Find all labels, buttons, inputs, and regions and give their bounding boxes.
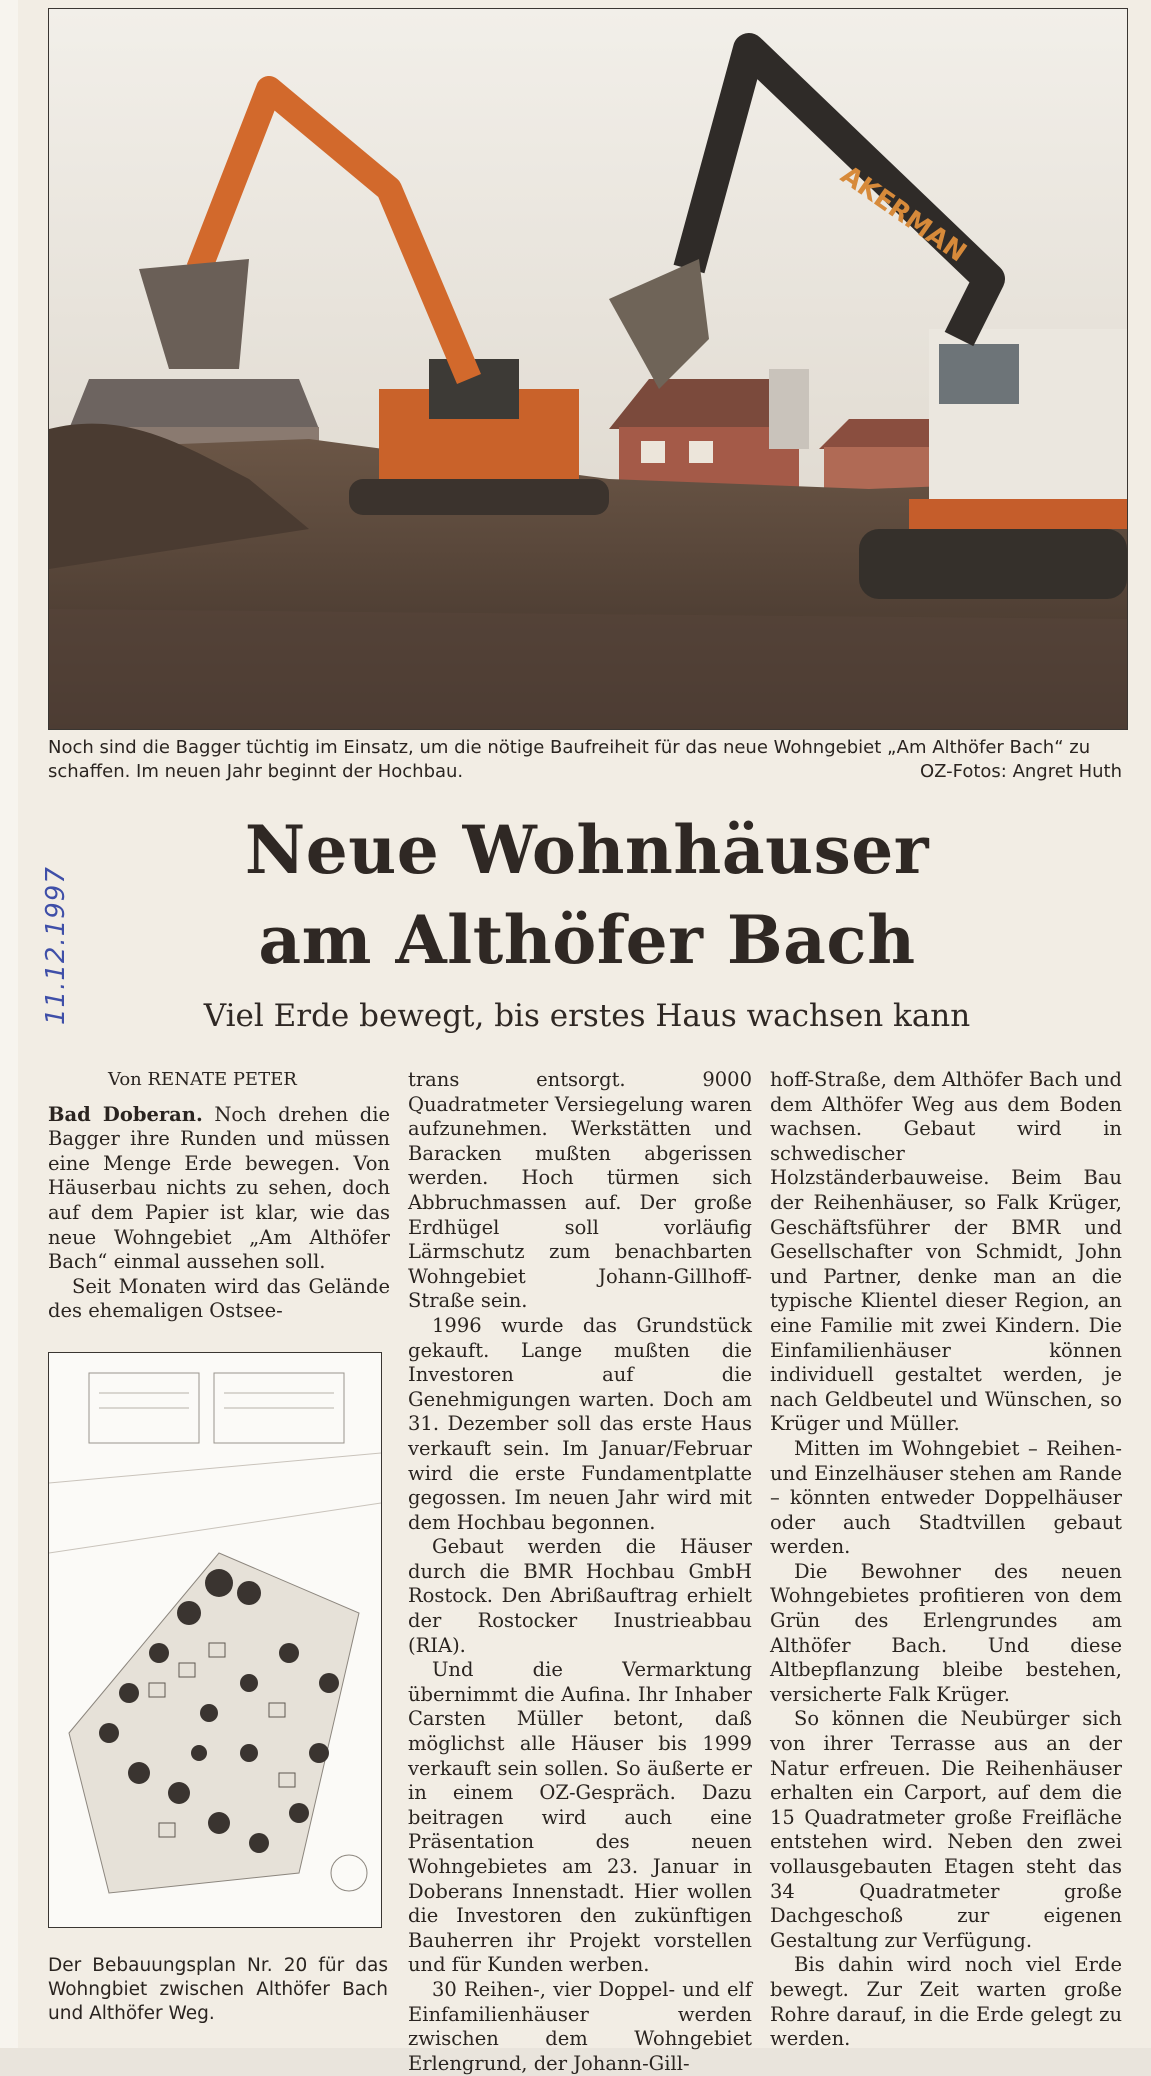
machine-label: AKERMAN	[834, 160, 972, 269]
article-column-2	[408, 1068, 752, 2076]
excavator-illustration	[49, 9, 1127, 729]
plan-caption: Der Bebauungsplan Nr. 20 für das Wohngbiet zwischen Althöfer Bach und Althöfer Weg.	[48, 1955, 388, 2024]
handwritten-date-text: 11.12.1997	[41, 866, 71, 1025]
headline	[48, 805, 1126, 985]
paragraph: So können die Neubürger sich von ihrer Terrasse aus an der Natur erfreuen. Die Reihenhäuser erhalten ein Carport, auf dem die 15 Quadratmeter große Freifläche entstehen wird. Neben den zwei vollausgebauten Etagen steht das 34 Quadratmeter große Dachgeschoß zur eigenen Gestaltung zur Verfügung.	[770, 1707, 1122, 1952]
page-edge	[0, 0, 19, 2048]
photo-credit: OZ-Fotos: Angret Huth	[919, 761, 1122, 782]
paragraph: Mitten im Wohngebiet – Reihen- und Einzelhäuser stehen am Rande – könnten entweder Doppelhäuser oder auch Stadtvillen gebaut werden.	[770, 1436, 1122, 1559]
site-plan-illustration	[49, 1353, 381, 1927]
paragraph: trans entsorgt. 9000 Quadratmeter Versiegelung waren aufzunehmen. Werkstätten und Baracken mußten abgerissen werden. Hoch türmen sich Abbruchmassen auf. Der große Erdhügel soll vorläufig Lärmschutz zum benachbarten Wohngebiet Johann-Gillhoff-Straße sein.	[408, 1068, 752, 1313]
paragraph: Gebaut werden die Häuser durch die BMR Hochbau GmbH Rostock. Den Abrißauftrag erhielt der Rostocker Inustrieabbau (RIA).	[408, 1535, 752, 1657]
byline: Von RENATE PETER	[108, 1069, 297, 1090]
headline-line-2: am Althöfer Bach	[258, 901, 916, 979]
paragraph: Und die Vermarktung übernimmt die Aufina. Ihr Inhaber Carsten Müller betont, daß möglichst alle Häuser bis 1999 verkauft sein sollen. So äußerte er in einem OZ-Gespräch. Dazu beitragen wird auch eine Präsentation des neuen Wohngebietes am 23. Januar in Doberans Innenstadt. Hier wollen die Investoren den zukünftigen Bauherren ihr Projekt vorstellen und für Kunden werben.	[408, 1658, 752, 1977]
paragraph: Seit Monaten wird das Gelände des ehemaligen Ostsee-	[48, 1274, 390, 1323]
dateline: Bad Doberan.	[48, 1102, 203, 1126]
paragraph: Bis dahin wird noch viel Erde bewegt. Zur Zeit warten große Rohre darauf, in die Erde gelegt zu werden.	[770, 1953, 1122, 2051]
paragraph: Die Bewohner des neuen Wohngebietes profitieren von dem Grün des Erlengrundes am Althöfer Bach. Und diese Altbepflanzung bleibe bestehen, versicherte Falk Krüger.	[770, 1559, 1122, 1706]
development-plan-image	[48, 1352, 382, 1928]
photo-caption	[48, 736, 1126, 784]
paragraph: hoff-Straße, dem Althöfer Bach und dem Althöfer Weg aus dem Boden wachsen. Gebaut wird in schwedischer Holzständerbauweise. Beim Bau der Reihenhäuser, so Falk Krüger, Geschäftsführer der BMR und Gesellschafter von Schmidt, John und Partner, denke man an die typische Klientel dieser Region, an eine Familie mit zwei Kindern. Die Einfamilienhäuser können individuell gestaltet werden, je nach Geldbeutel und Wünschen, so Krüger und Müller.	[770, 1068, 1122, 1436]
article-column-3	[770, 1068, 1122, 2052]
excavator-photo	[48, 8, 1128, 730]
lead-text: Noch drehen die Bagger ihre Runden und müssen eine Menge Erde bewegen. Von Häuserbau nichts zu sehen, doch auf dem Papier ist klar, wie das neue Wohngebiet „Am Althöfer Bach“ einmal aussehen soll.	[48, 1102, 391, 1274]
headline-line-1: Neue Wohnhäuser	[244, 811, 930, 889]
paragraph: 1996 wurde das Grundstück gekauft. Lange mußten die Investoren auf die Genehmigungen warten. Doch am 31. Dezember soll das erste Haus verkauft sein. Im Januar/Februar wird die erste Fundamentplatte gegossen. Im neuen Jahr wird mit dem Hochbau begonnen.	[408, 1313, 752, 1534]
lead-paragraph	[48, 1103, 390, 1275]
subheadline: Viel Erde bewegt, bis erstes Haus wachsen kann	[203, 998, 971, 1034]
caption-text: Noch sind die Bagger tüchtig im Einsatz, um die nötige Baufreiheit für das neue Wohngebiet „Am Althöfer Bach“ zu schaffen. Im neuen Jahr beginnt der Hochbau.	[48, 737, 1091, 782]
paragraph: 30 Reihen-, vier Doppel- und elf Einfamilienhäuser werden zwischen dem Wohngebiet Erlengrund, der Johann-Gill-	[408, 1977, 752, 2075]
article-column-1	[48, 1068, 390, 1324]
